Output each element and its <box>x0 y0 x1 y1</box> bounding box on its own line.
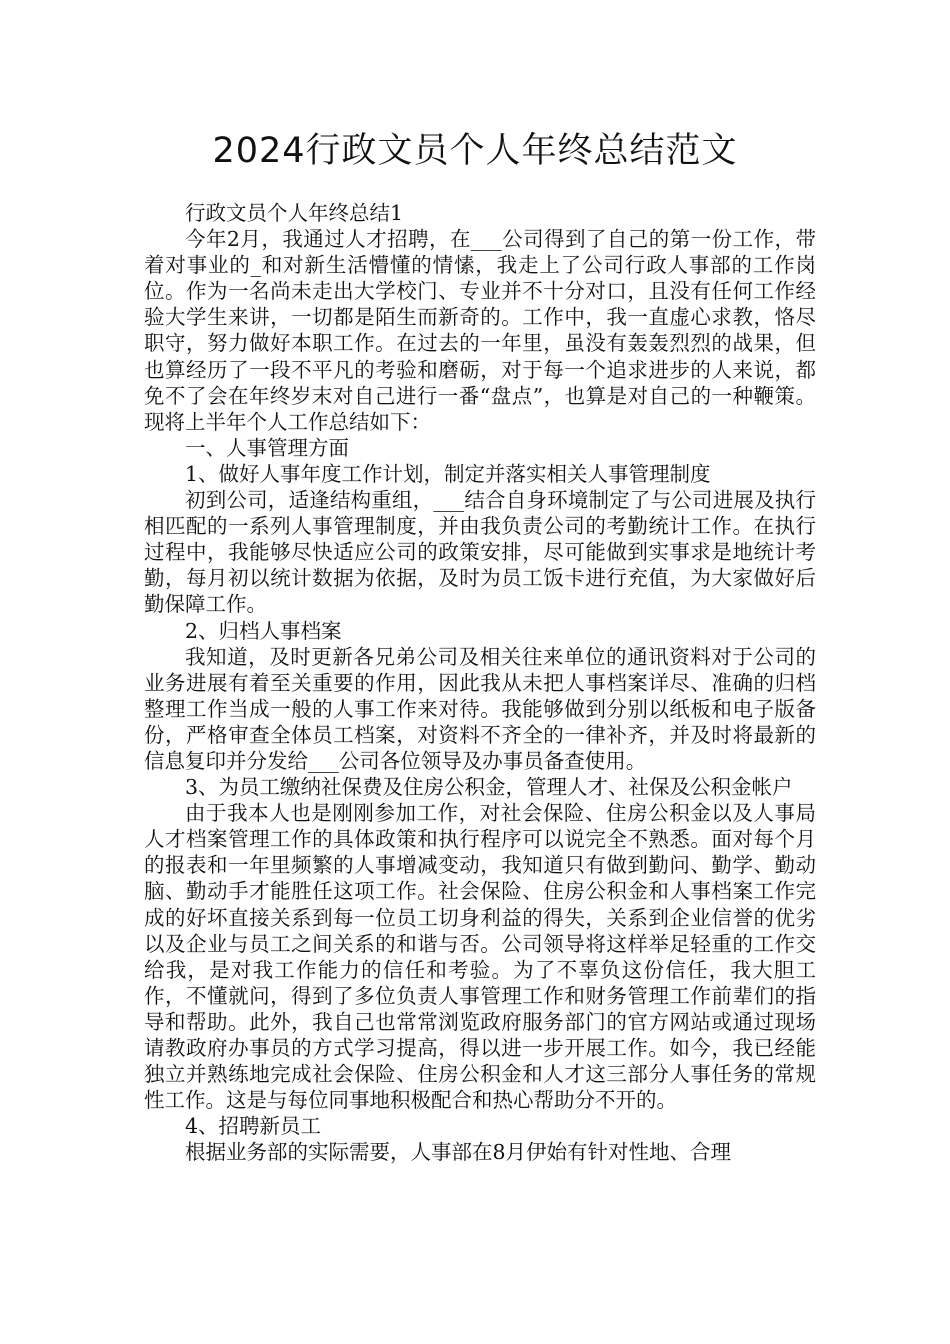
item-heading: 1、做好人事年度工作计划，制定并落实相关人事管理制度 <box>185 461 711 486</box>
item-heading: 4、招聘新员工 <box>185 1114 322 1139</box>
subsection-heading: 一、人事管理方面 <box>185 435 349 460</box>
item-heading: 3、为员工缴纳社保费及住房公积金，管理人才、社保及公积金帐户 <box>185 775 793 800</box>
paragraph: 今年2月，我通过人才招聘，在___公司得到了自己的第一份工作，带着对事业的_和对新生活懵懂的情愫，我走上了公司行政人事部的工作岗位。作为一名尚未走出大学校门、专业并不十分对口，且没有任何工作经验大学生来讲，一切都是陌生而新奇的。工作中，我一直虚心求教，恪尽职守，努力做好本职工作。在过去的一年里，虽没有轰轰烈烈的战果，但也算经历了一段不平凡的考验和磨砺，对于每一个追求进步的人来说，都免不了会在年终岁末对自己进行一番“盘点”，也算是对自己的一种鞭策。现将上半年个人工作总结如下： <box>144 227 816 434</box>
item-heading: 2、归档人事档案 <box>185 618 342 643</box>
section-heading: 行政文员个人年终总结1 <box>185 201 404 225</box>
paragraph: 根据业务部的实际需要，人事部在8月伊始有针对性地、合理 <box>185 1140 732 1165</box>
paragraph: 初到公司，适逢结构重组，___结合自身环境制定了与公司进展及执行相匹配的一系列人事管理制度，并由我负责公司的考勤统计工作。在执行过程中，我能够尽快适应公司的政策安排，尽可能做到实事求是地统计考勤，每月初以统计数据为依据，及时为员工饭卡进行充值，为大家做好后勤保障工作。 <box>144 488 816 617</box>
paragraph: 由于我本人也是刚刚参加工作，对社会保险、住房公积金以及人事局人才档案管理工作的具体政策和执行程序可以说完全不熟悉。面对每个月的报表和一年里频繁的人事增减变动，我知道只有做到勤问、勤学、勤动脑、勤动手才能胜任这项工作。社会保险、住房公积金和人事档案工作完成的好坏直接关系到每一位员工切身利益的得失，关系到企业信誉的优劣以及企业与员工之间关系的和谐与否。公司领导将这样举足轻重的工作交给我，是对我工作能力的信任和考验。为了不辜负这份信任，我大胆工作，不懂就问，得到了多位负责人事管理工作和财务管理工作前辈们的指导和帮助。此外，我自己也常常浏览政府服务部门的官方网站或通过现场请教政府办事员的方式学习提高，得以进一步开展工作。如今，我已经能独立并熟练地完成社会保险、住房公积金和人才这三部分人事任务的常规性工作。这是与每位同事地积极配合和热心帮助分不开的。 <box>144 801 816 1113</box>
paragraph: 我知道，及时更新各兄弟公司及相关往来单位的通讯资料对于公司的业务进展有着至关重要的作用，因此我从未把人事档案详尽、准确的归档整理工作当成一般的人事工作来对待。我能够做到分别以纸板和电子版备份，严格审查全体员工档案，对资料不齐全的一律补齐，并及时将最新的信息复印并分发给___公司各位领导及办事员备查使用。 <box>144 644 816 773</box>
document-body <box>144 200 816 1165</box>
document-title: 2024行政文员个人年终总结范文 <box>212 131 738 171</box>
